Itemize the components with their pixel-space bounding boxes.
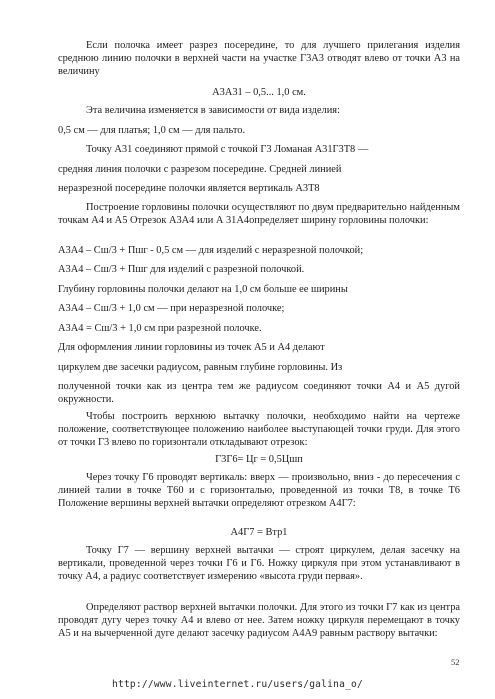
watermark-url: http://www.liveinternet.ru/users/galina_o/	[112, 679, 363, 690]
paragraph-5: Глубину горловины полочки делают на 1,0 см больше ее ширины	[58, 284, 348, 295]
garment-values: 0,5 см — для платья; 1,0 см — для пальто.	[58, 125, 246, 136]
paragraph-2: Эта величина изменяется в зависимости от вида изделия:	[86, 105, 340, 116]
paragraph-6-line-2: циркулем две засечки радиусом, равным глубине горловины. Из	[58, 362, 343, 373]
formula-g3g6: Г3Г6= Цг = 0,5Цшп	[215, 454, 303, 465]
page-number: 52	[451, 657, 460, 667]
paragraph-6-line-3: полученной точки как из центра тем же радиусом соединяют точки А4 и А5 дугой окружности.	[58, 381, 460, 405]
paragraph-9: Точку Г7 — вершину верхней вытачки — строят циркулем, делая засечку на вертикали, проведенной через точки Г6 и Г6. Ножку циркуля при этом устанавливают в точку А4, а радиус соответствует измерению «высота груди первая».	[58, 545, 460, 582]
formula-neck-depth-2: А3А4 = Сш/3 + 1,0 см при разрезной полочке.	[58, 323, 262, 334]
paragraph-3-line-3: неразрезной посередине полочки является вертикаль А3Т8	[58, 183, 320, 194]
paragraph-6: Для оформления линии горловины из точек А5 и А4 делают	[58, 342, 325, 353]
paragraph-7: Чтобы построить верхнюю вытачку полочки, необходимо найти на чертеже положение, соответствующее положению наиболее выступающей точки груди. Для этого от точки Г3 влево по горизонтали откладывают отрезок:	[58, 411, 460, 448]
formula-a3a31: А3А31 – 0,5... 1,0 см.	[212, 87, 306, 98]
paragraph-8: Через точку Г6 проводят вертикаль: вверх — произвольно, вниз - до пересечения с линией талии в точке Т60 и с горизонталью, проведенной из точки Т8, в точке Т6 Положение вершины верхней вытачки определяют отрезком А4Г7:	[58, 472, 460, 509]
paragraph-1: Если полочка имеет разрез посередине, то для лучшего прилегания изделия среднюю линию полочки в верхней части на участке Г3А3 отводят влево от точки А3 на величину	[58, 40, 460, 77]
formula-a4g7: А4Г7 = Втр1	[230, 527, 288, 538]
formula-neck-width-2: А3А4 – Сш/3 + Пшг для изделий с разрезной полочкой.	[58, 264, 305, 275]
formula-neck-width-1: А3А4 – Сш/3 + Пшг - 0,5 см — для изделий с неразрезной полочкой;	[58, 245, 364, 256]
formula-neck-depth-1: А3А4 – Сш/3 + 1,0 см — при неразрезной полочке;	[58, 303, 285, 314]
paragraph-3-line-2: средняя линия полочки с разрезом посередине. Средней линией	[58, 164, 342, 175]
paragraph-3: Точку А31 соединяют прямой с точкой Г3 Ломаная А31Г3Т8 —	[86, 144, 369, 155]
paragraph-4: Построение горловины полочки осуществляют по двум предварительно найденным точкам А4 и А5 Отрезок А3А4 или А 31А4определяет ширину горловины полочки:	[58, 202, 460, 226]
paragraph-10: Определяют раствор верхней вытачки полочки. Для этого из точки Г7 как из центра проводят дугу через точку А4 и влево от нее. Затем ножку циркуля перемещают в точку А5 и на вычерченной дуге делают засечку радиусом А4А9 равным раствору вытачки:	[58, 602, 460, 639]
